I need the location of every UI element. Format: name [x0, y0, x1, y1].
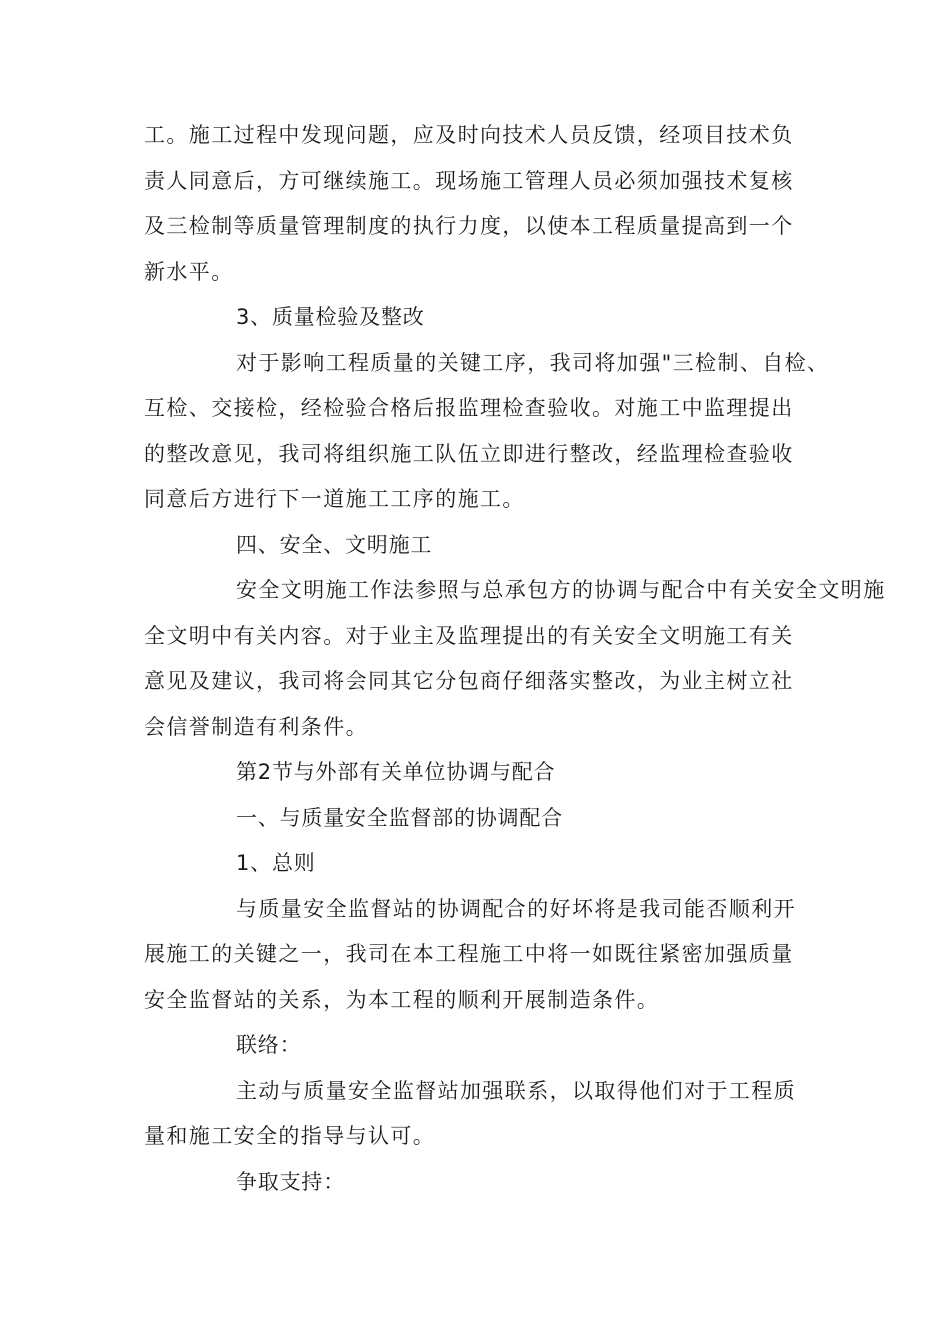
paragraph-line: 意见及建议，我司将会同其它分包商仔细落实整改，为业主树立社 [144, 669, 794, 693]
paragraph-line: 展施工的关键之一，我司在本工程施工中将一如既往紧密加强质量 [144, 942, 794, 966]
section-heading-safety: 四、安全、文明施工 [236, 532, 433, 557]
paragraph-line: 全文明中有关内容。对于业主及监理提出的有关安全文明施工有关 [144, 623, 794, 648]
subheading-seek-support: 争取支持： [236, 1169, 345, 1194]
subheading-liaison: 联络： [236, 1033, 302, 1057]
paragraph-line: 安全监督站的关系，为本工程的顺利开展制造条件。 [144, 987, 660, 1012]
paragraph-line: 量和施工安全的指导与认可。 [144, 1124, 436, 1148]
section-heading-quality-inspection: 3、质量检验及整改 [236, 305, 425, 329]
paragraph-line: 的整改意见，我司将组织施工队伍立即进行整改，经监理检查验收 [144, 441, 794, 466]
section-heading-external-coordination: 第2节与外部有关单位协调与配合 [236, 760, 556, 784]
section-heading-general: 1、总则 [236, 851, 316, 875]
paragraph-line: 工。施工过程中发现问题，应及时向技术人员反馈，经项目技术负 [144, 123, 794, 147]
paragraph-line: 与质量安全监督站的协调配合的好坏将是我司能否顺利开 [236, 896, 796, 921]
paragraph-line: 主动与质量安全监督站加强联系，以取得他们对于工程质 [236, 1078, 796, 1103]
paragraph-line: 责人同意后，方可继续施工。现场施工管理人员必须加强技术复核 [144, 168, 794, 193]
paragraph-line: 对于影响工程质量的关键工序，我司将加强"三检制、自检、 [236, 350, 830, 375]
paragraph-line: 及三检制等质量管理制度的执行力度，以使本工程质量提高到一个 [144, 214, 794, 238]
paragraph-line: 互检、交接检，经检验合格后报监理检查验收。对施工中监理提出 [144, 396, 794, 420]
paragraph-line: 安全文明施工作法参照与总承包方的协调与配合中有关安全文明施 [236, 578, 886, 602]
paragraph-line: 同意后方进行下一道施工工序的施工。 [144, 487, 525, 511]
paragraph-line: 新水平。 [144, 259, 234, 284]
document-body [144, 113, 886, 1205]
paragraph-line: 会信誉制造有利条件。 [144, 714, 368, 739]
section-heading-quality-safety-supervision: 一、与质量安全监督部的协调配合 [236, 805, 563, 830]
